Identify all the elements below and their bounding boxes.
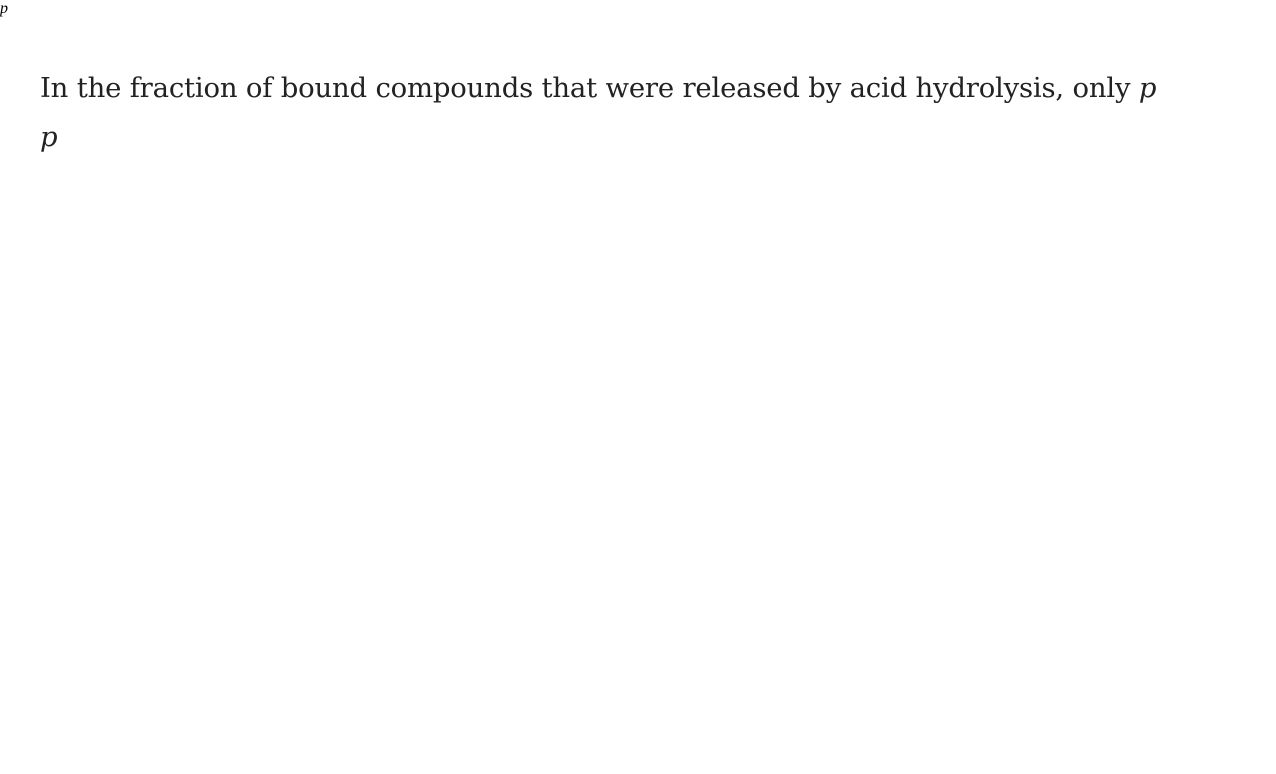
text-span: In the fraction of bound compounds that were released by acid hydrolysis, only xyxy=(40,72,1139,104)
italic-p: p xyxy=(40,121,58,154)
article-paragraph xyxy=(40,64,1240,163)
italic-p: p xyxy=(1138,72,1157,104)
italic-p: p xyxy=(0,0,8,17)
text-line-1 xyxy=(40,64,1240,113)
